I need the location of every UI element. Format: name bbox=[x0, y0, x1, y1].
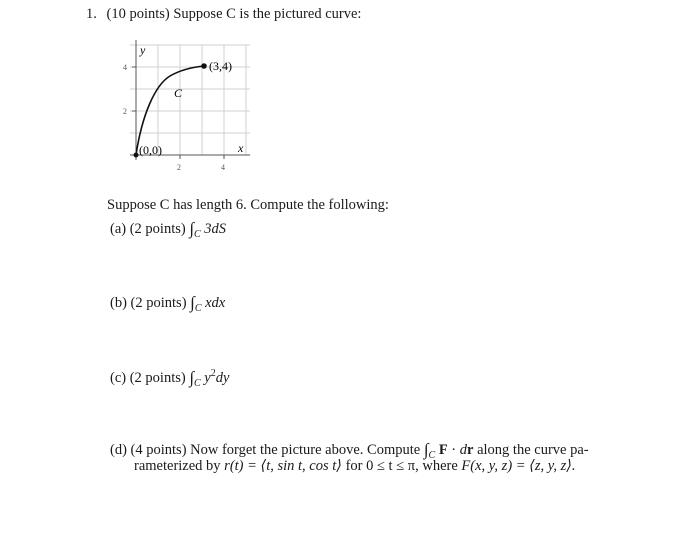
part-c-expr-base: y bbox=[204, 370, 211, 386]
grid bbox=[130, 45, 250, 155]
integral-subscript: C bbox=[194, 302, 202, 314]
integral-sign: ∫ bbox=[190, 293, 195, 312]
curve-graph bbox=[0, 0, 700, 200]
y-tick-4: 4 bbox=[123, 63, 127, 72]
part-d-param: r(t) = ⟨t, sin t, cos t⟩ bbox=[224, 458, 342, 474]
problem-points: (10 points) bbox=[106, 6, 170, 22]
part-d-text3: rameterized by bbox=[134, 458, 221, 474]
vector-field-symbol: F bbox=[438, 442, 448, 458]
part-d-range: for 0 ≤ t ≤ π, where bbox=[345, 458, 458, 474]
x-axis-label: x bbox=[238, 141, 244, 155]
part-a bbox=[110, 218, 226, 240]
x-tick-4: 4 bbox=[221, 163, 225, 172]
part-c-points: (2 points) bbox=[129, 370, 186, 386]
y-axis-label: y bbox=[140, 43, 146, 57]
integral-subscript: C bbox=[194, 377, 201, 389]
problem-statement: Suppose C is the pictured curve: bbox=[173, 6, 362, 22]
part-c-expr-tail: dy bbox=[215, 370, 230, 386]
end-point bbox=[201, 63, 207, 69]
part-d-field: F(x, y, z) = ⟨z, y, z⟩. bbox=[461, 458, 576, 474]
y-tick-2: 2 bbox=[123, 107, 127, 116]
part-a-expr: 3dS bbox=[204, 221, 227, 237]
dr-symbol: d bbox=[459, 442, 468, 458]
start-point-label: (0,0) bbox=[139, 143, 162, 157]
integral-subscript: C bbox=[428, 449, 436, 461]
part-d-label: (d) bbox=[110, 442, 127, 458]
part-d-line2 bbox=[134, 458, 576, 475]
curve-label: C bbox=[174, 86, 183, 100]
given-statement: Suppose C has length 6. Compute the following: bbox=[107, 197, 389, 213]
part-d-text2: along the curve pa- bbox=[477, 442, 589, 458]
part-d-points: (4 points) bbox=[130, 442, 187, 458]
part-a-points: (2 points) bbox=[129, 221, 186, 237]
part-b-label: (b) bbox=[110, 295, 127, 311]
part-d-line1: (d) (4 points) Now forget the picture above. Compute $\int_C$ F · dr along the curve pa- bbox=[110, 440, 589, 461]
integral-sign: ∫ bbox=[189, 219, 194, 238]
integral-subscript: C bbox=[194, 228, 201, 240]
part-c bbox=[110, 367, 229, 389]
start-point bbox=[134, 153, 139, 158]
part-c-expr-exp: 2 bbox=[210, 368, 216, 380]
integral-sign: ∫ bbox=[189, 368, 194, 387]
integral-sign: ∫ bbox=[423, 440, 429, 459]
part-b-expr: xdx bbox=[205, 295, 226, 311]
x-tick-2: 2 bbox=[177, 163, 181, 172]
part-d-text1: Now forget the picture above. Compute bbox=[190, 442, 421, 458]
problem-number: 1. bbox=[86, 6, 97, 22]
part-b bbox=[110, 292, 225, 314]
part-c-label: (c) bbox=[110, 370, 127, 386]
end-point-label: (3,4) bbox=[209, 59, 232, 73]
part-b-points: (2 points) bbox=[130, 295, 187, 311]
part-a-label: (a) bbox=[110, 221, 127, 237]
